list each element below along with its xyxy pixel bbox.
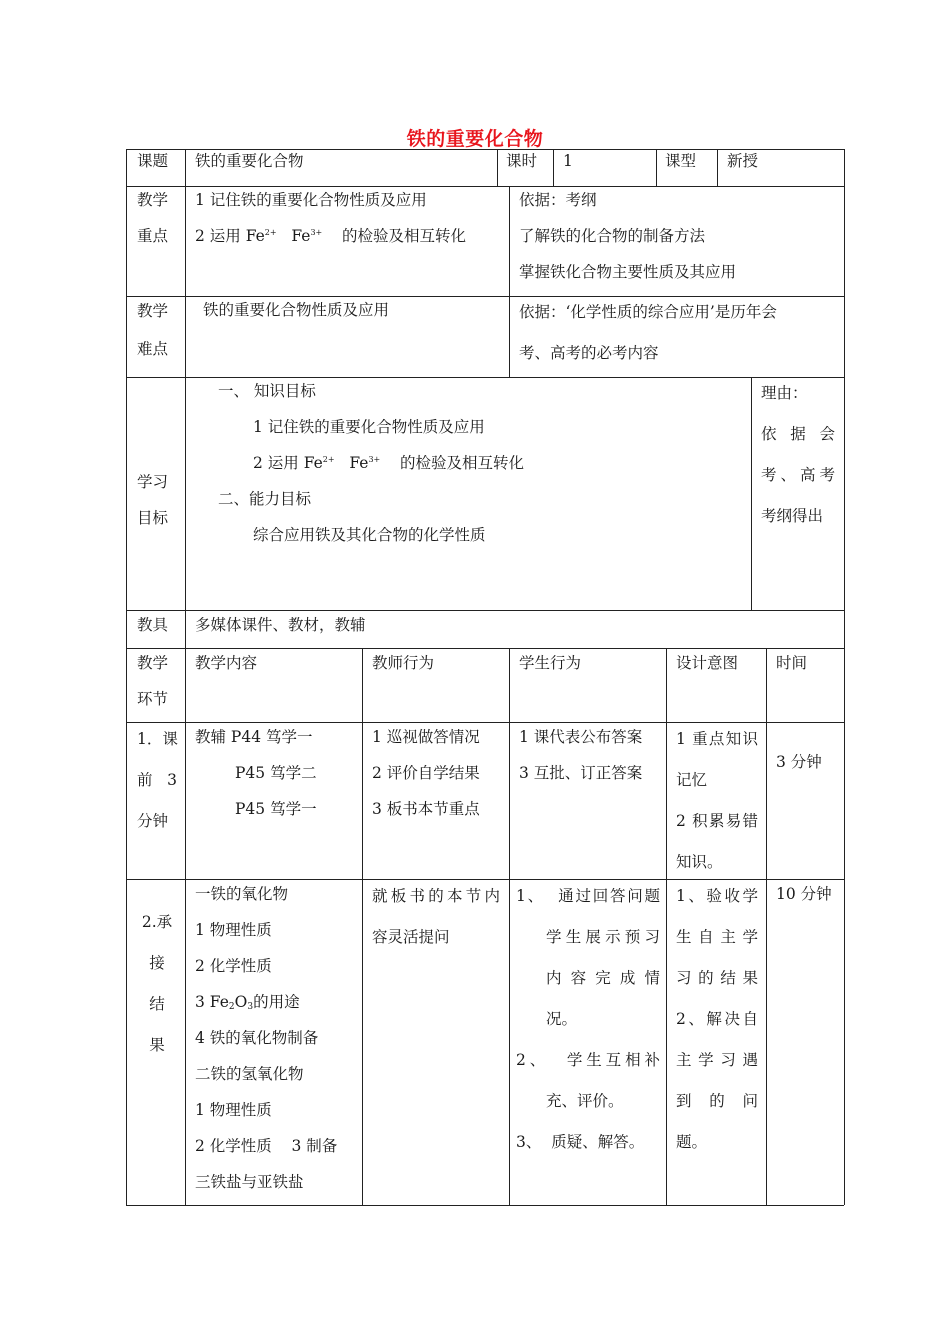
focus-content bbox=[195, 182, 466, 254]
goals-label: 学习 目标 bbox=[137, 473, 169, 527]
focus-item-1: 1 记住铁的重要化合物性质及应用 bbox=[195, 191, 427, 209]
step2-teacher: 就板书的本节内 容灵活提问 bbox=[372, 887, 500, 946]
header-student: 学生行为 bbox=[519, 654, 582, 672]
header-teacher: 教师行为 bbox=[372, 654, 435, 672]
step2-stage: 2.承 接 结 果 bbox=[141, 913, 173, 1054]
difficulty-content: 铁的重要化合物性质及应用 bbox=[203, 301, 390, 319]
goals-item-3: 综合应用铁及其化合物的化学性质 bbox=[253, 526, 486, 544]
tools-label: 教具 bbox=[137, 616, 169, 634]
focus-item-2: 2 运用 $Fe^{2+}$ $Fe^{3+}$ 的检验及相互转化 bbox=[195, 227, 466, 245]
goals-item-1: 1 记住铁的重要化合物性质及应用 bbox=[253, 418, 485, 436]
header-intent: 设计意图 bbox=[676, 654, 739, 672]
step1-time: 3 分钟 bbox=[776, 753, 822, 771]
lesson-type-label: 课型 bbox=[665, 152, 697, 170]
step1-teacher: 1 巡视做答情况 2 评价自学结果 3 板书本节重点 bbox=[372, 728, 480, 818]
focus-basis: 依据：考纲 了解铁的化合物的制备方法 掌握铁化合物主要性质及其应用 bbox=[519, 191, 737, 281]
step1-intent: 1 重点知识 记忆 2 积累易错 知识。 bbox=[676, 730, 758, 871]
header-stage: 教学 环节 bbox=[137, 654, 169, 708]
step2-content: 一铁的氧化物 1 物理性质 2 化学性质 3 $Fe_2O_3$的用途 4 铁的氧化物制备 二铁的氢氧化物 1 物理性质 2 化学性质 3 制备 三铁盐与亚铁盐 bbox=[195, 885, 338, 1191]
header-time: 时间 bbox=[776, 654, 808, 672]
step2-time: 10 分钟 bbox=[776, 885, 832, 903]
step2-intent: 1、验收学 生自主学 习的结果 2、解决自 主学习遇 到的问 题。 bbox=[676, 887, 758, 1151]
header-content: 教学内容 bbox=[195, 654, 258, 672]
period-value: 1 bbox=[563, 152, 573, 170]
goals-item-2: 2 运用 $Fe^{2+}$ $Fe^{3+}$ 的检验及相互转化 bbox=[253, 454, 524, 472]
step2-student: 1、 通过回答问题 学生展示预习 内容完成情 况。 2、 学生互相补 充、评价。 3、 质疑、解答。 bbox=[516, 887, 660, 1151]
step1-stage: 1．课 前 3 分钟 bbox=[137, 730, 178, 830]
document-title: 铁的重要化合物 bbox=[406, 128, 544, 150]
fe2o3-uses: 3 $Fe_2O_3$的用途 bbox=[195, 993, 300, 1012]
step1-content: 教辅 P44 笃学一 P45 笃学二 P45 笃学一 bbox=[195, 728, 317, 818]
difficulty-label: 教学 难点 bbox=[137, 302, 169, 358]
tools-value: 多媒体课件、教材，教辅 bbox=[195, 616, 366, 634]
period-label: 课时 bbox=[506, 152, 538, 170]
subject-label: 课题 bbox=[137, 152, 169, 170]
subject-value: 铁的重要化合物 bbox=[195, 152, 304, 170]
focus-label: 教学 重点 bbox=[137, 191, 169, 245]
goals-heading-knowledge: 一、 知识目标 bbox=[218, 382, 316, 400]
difficulty-basis: 依据：‘化学性质的综合应用’是历年会 考、高考的必考内容 bbox=[519, 303, 777, 362]
goals-reason: 理由： 依据会 考、高考 考纲得出 bbox=[761, 384, 835, 525]
goals-heading-ability: 二、能力目标 bbox=[218, 490, 312, 508]
step1-student: 1 课代表公布答案 3 互批、订正答案 bbox=[519, 728, 643, 782]
lesson-type-value: 新授 bbox=[727, 152, 759, 170]
